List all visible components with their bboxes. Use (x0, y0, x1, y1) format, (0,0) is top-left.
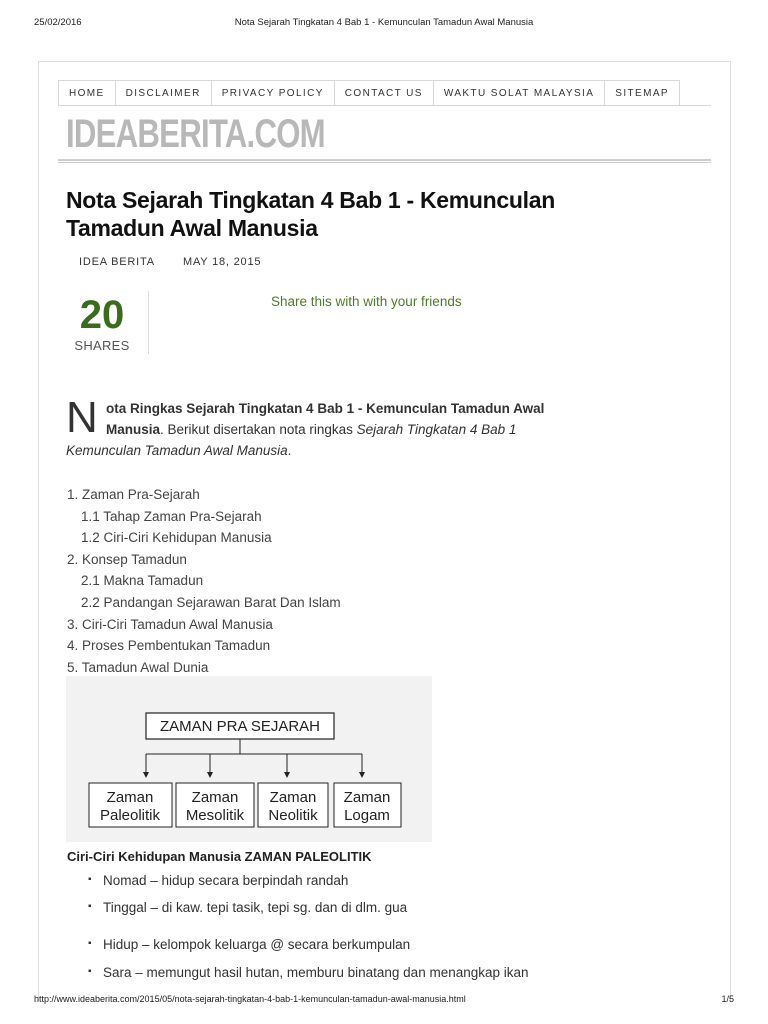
intro-line-1: ota Ringkas Sejarah Tingkatan 4 Bab 1 - Kemunculan Tamadun Awal (106, 401, 545, 416)
list-item: ▪ Sara – memungut hasil hutan, memburu binatang dan menangkap ikan (103, 965, 529, 980)
post-author[interactable]: IDEA BERITA (79, 256, 155, 268)
toc-item: 2. Konsep Tamadun (67, 551, 187, 567)
diagram-box-line2: Mesolitik (185, 807, 245, 824)
intro-italic-1: Sejarah Tingkatan 4 Bab 1 (356, 422, 517, 437)
diagram-arrow (143, 754, 149, 778)
list-item: ▪ Hidup – kelompok keluarga @ secara berkumpulan (103, 937, 410, 952)
toc-subitem: 2.1 Makna Tamadun (81, 573, 204, 589)
list-item: ▪ Nomad – hidup secara berpindah randah (103, 873, 348, 888)
diagram-arrow (207, 754, 213, 778)
table-of-contents (67, 484, 341, 678)
share-prompt: Share this with with your friends (271, 294, 462, 309)
diagram-box-line1: Zaman (106, 789, 154, 806)
nav-disclaimer[interactable]: DISCLAIMER (115, 80, 211, 106)
intro-line-3 (66, 440, 291, 461)
print-header (0, 17, 768, 31)
intro-italic-2: Kemunculan Tamadun Awal Manusia (66, 443, 288, 458)
intro-line-2 (106, 419, 516, 440)
diagram-box-line1: Zaman (191, 789, 239, 806)
diagram-arrow (284, 754, 290, 778)
diagram-box-line1: Zaman (343, 789, 391, 806)
share-counter (66, 292, 138, 353)
toc-subitem: 1.2 Ciri-Ciri Kehidupan Manusia (81, 530, 272, 546)
nav-sitemap[interactable]: SITEMAP (604, 80, 680, 106)
nav-waktu-solat[interactable]: WAKTU SOLAT MALAYSIA (433, 80, 604, 106)
intro-text: . Berikut disertakan nota ringkas (160, 422, 357, 437)
post-title-line2: Tamadun Awal Manusia (66, 215, 318, 241)
zaman-pra-sejarah-diagram (66, 676, 432, 842)
share-count-number: 20 (79, 293, 125, 337)
share-divider (148, 291, 149, 354)
nav-contact-us[interactable]: CONTACT US (334, 80, 433, 106)
section-heading: Ciri-Ciri Kehidupan Manusia ZAMAN PALEOLITIK (67, 849, 372, 864)
toc-item: 3. Ciri-Ciri Tamadun Awal Manusia (67, 616, 273, 632)
drop-cap: N (66, 393, 98, 442)
diagram-box-line1: Zaman (269, 789, 317, 806)
diagram-box-line2: Logam (344, 807, 390, 824)
toc-item: 5. Tamadun Awal Dunia (67, 659, 209, 675)
print-date: 25/02/2016 (34, 17, 82, 28)
diagram-box-line2: Paleolitik (99, 807, 161, 824)
nav-home[interactable]: HOME (58, 80, 115, 106)
toc-subitem: 2.2 Pandangan Sejarawan Barat Dan Islam (81, 594, 341, 610)
page-number: 1/5 (721, 994, 734, 1004)
nav-divider (58, 105, 711, 106)
toc-item: 4. Proses Pembentukan Tamadun (67, 638, 271, 654)
post-title-line1: Nota Sejarah Tingkatan 4 Bab 1 - Kemunculan (66, 187, 555, 213)
post-date: MAY 18, 2015 (183, 256, 262, 268)
print-footer (0, 994, 768, 1008)
diagram-arrow (359, 754, 365, 778)
toc-subitem: 1.1 Tahap Zaman Pra-Sejarah (81, 508, 262, 524)
toc-item: 1. Zaman Pra-Sejarah (67, 487, 200, 502)
site-logo[interactable]: IDEABERITA.COM (66, 112, 325, 156)
intro-end: . (287, 443, 292, 458)
nav-privacy-policy[interactable]: PRIVACY POLICY (211, 80, 334, 106)
print-title: Nota Sejarah Tingkatan 4 Bab 1 - Kemunculan Tamadun Awal Manusia (234, 17, 534, 28)
diagram-root-label: ZAMAN PRA SEJARAH (159, 718, 321, 735)
logo-divider (58, 159, 711, 163)
top-navigation (58, 80, 680, 106)
post-title (66, 186, 626, 242)
diagram-svg (66, 676, 432, 842)
diagram-box-line2: Neolitik (268, 807, 318, 824)
intro-bold-word: Manusia (106, 422, 161, 437)
share-count-label: SHARES (74, 338, 130, 353)
list-item: ▪ Tinggal – di kaw. tepi tasik, tepi sg. dan di dlm. gua (103, 900, 407, 915)
print-url: http://www.ideaberita.com/2015/05/nota-sejarah-tingkatan-4-bab-1-kemunculan-tamadun-awal-manusia.html (34, 994, 466, 1004)
